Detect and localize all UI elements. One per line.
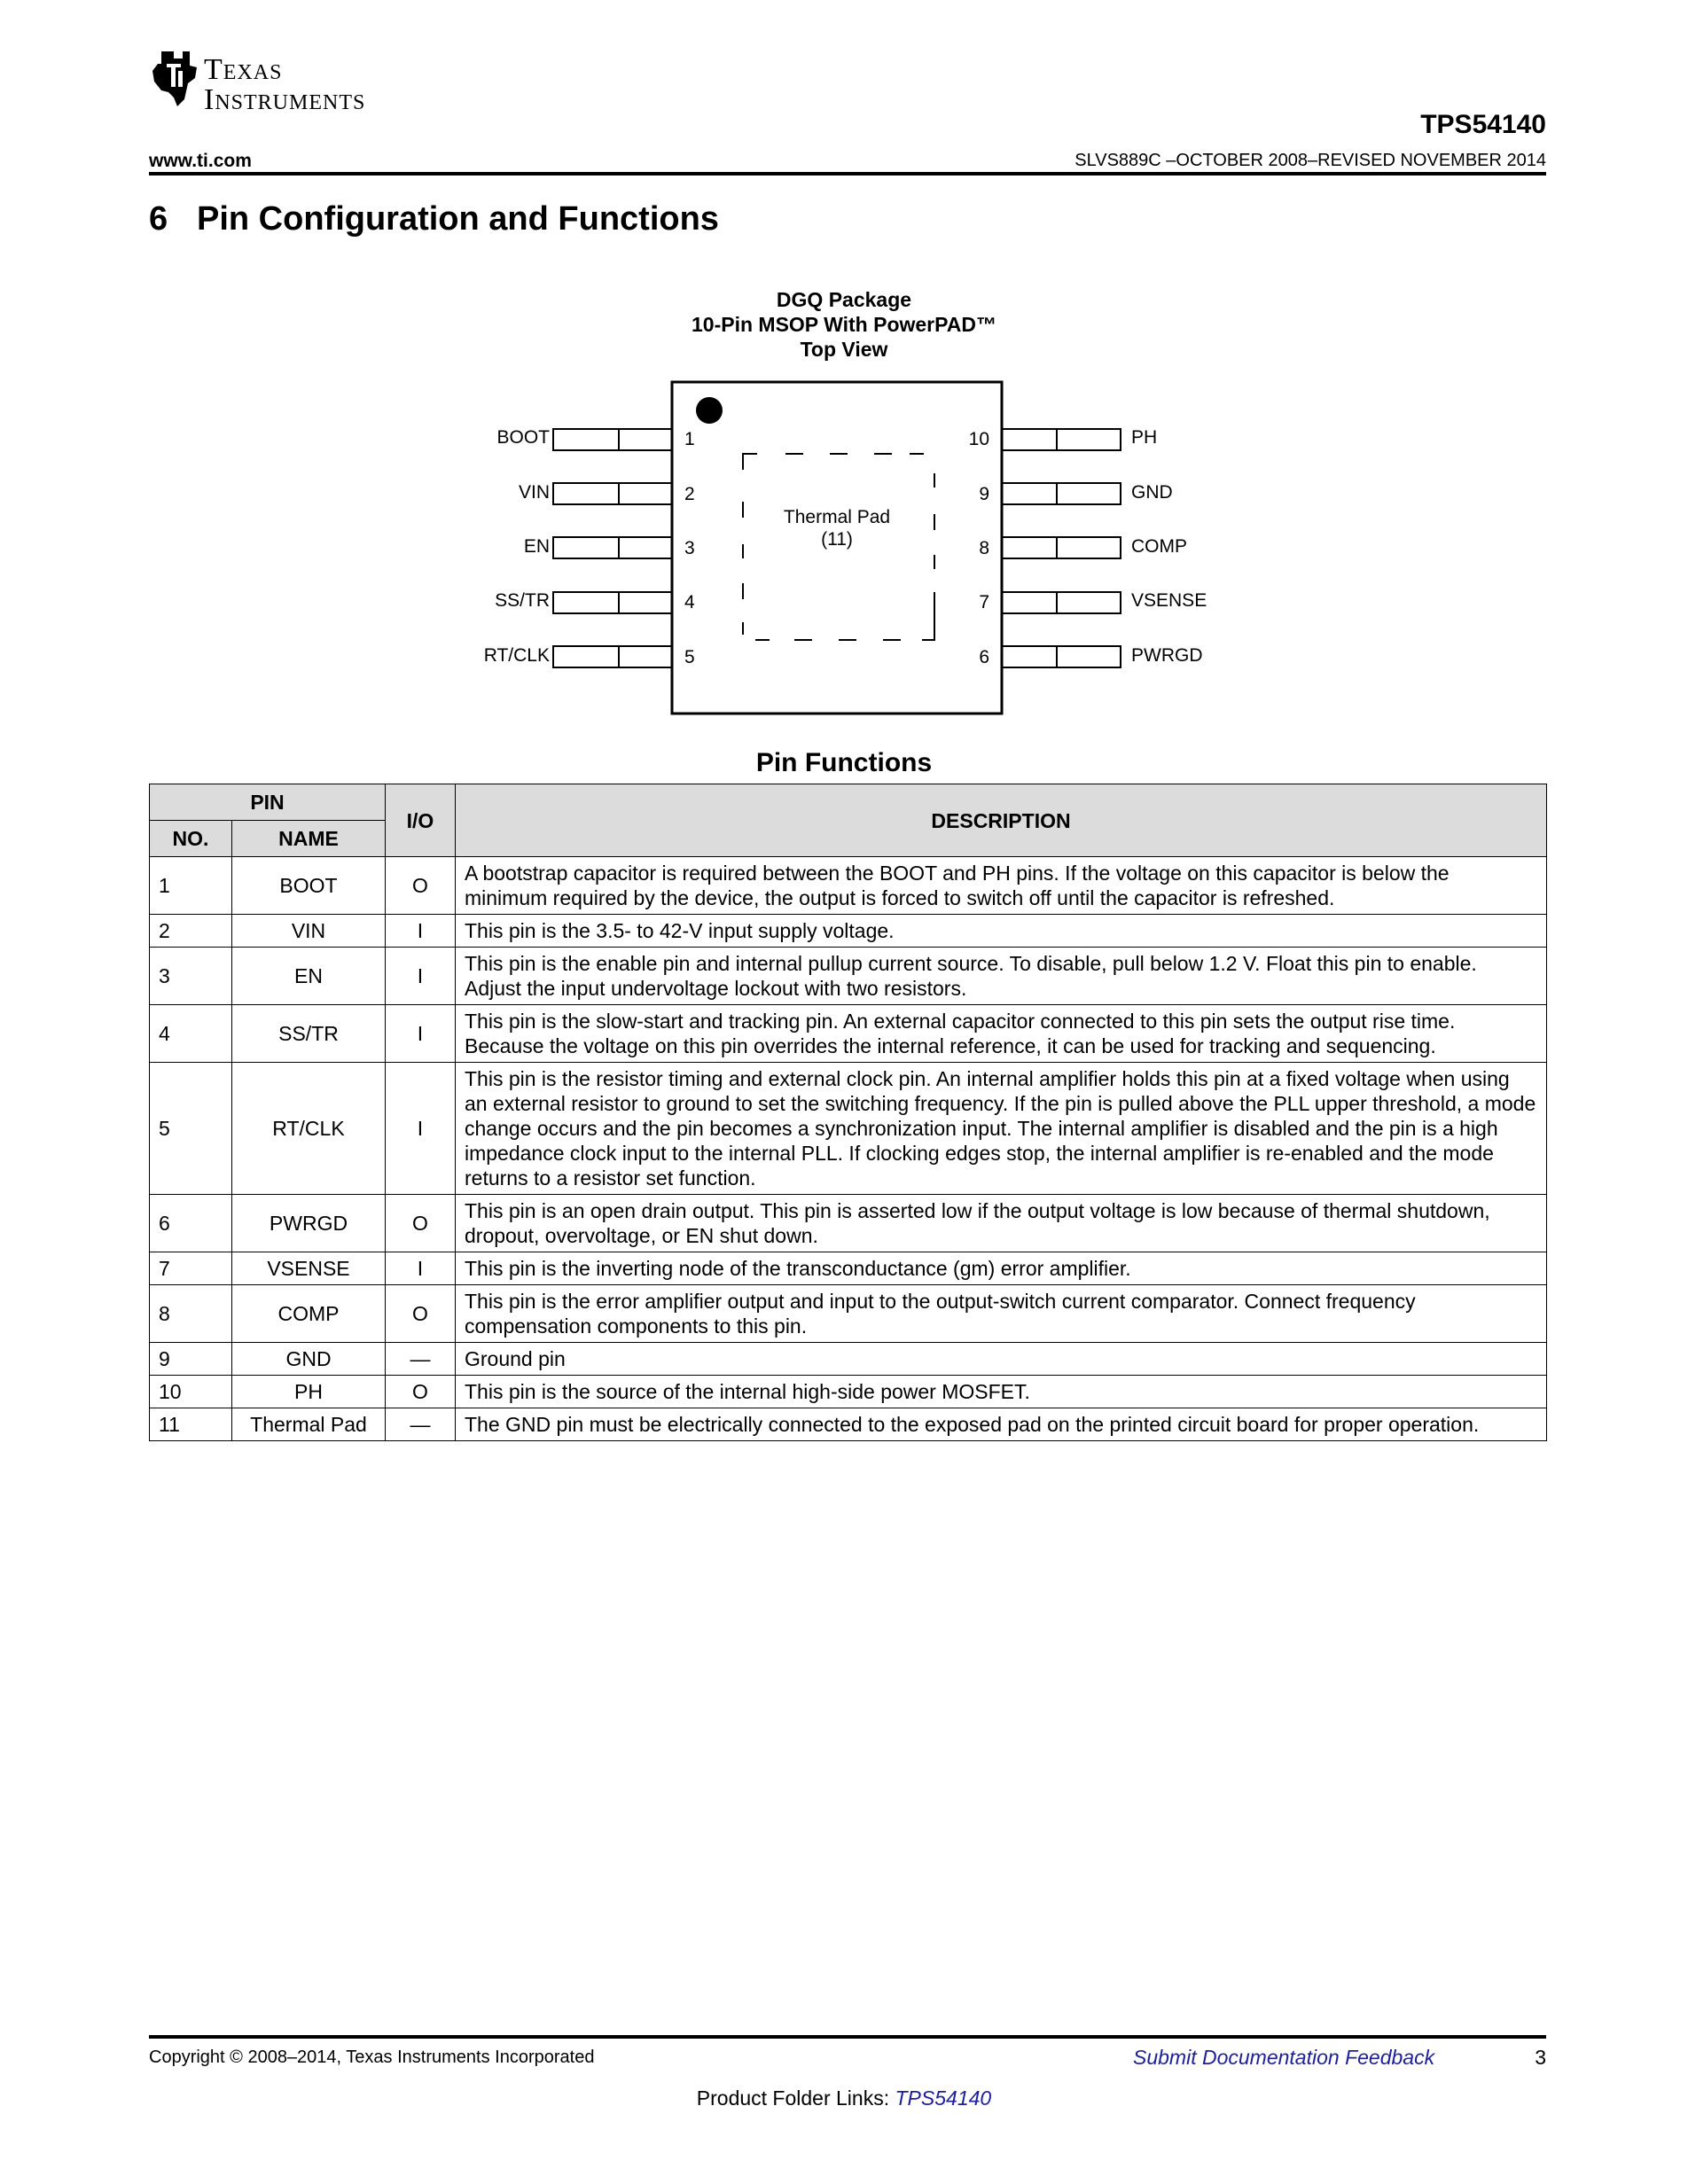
pin-number-6: 6 [979, 647, 989, 667]
thermal-pad-number: (11) [821, 529, 853, 550]
header-io: I/O [386, 784, 456, 857]
pin-description: Ground pin [456, 1343, 1547, 1376]
pin1-marker [696, 397, 723, 424]
footer-rule [149, 2035, 1546, 2039]
table-row [150, 857, 1547, 915]
pin-number-3: 3 [684, 538, 695, 558]
pin-name: RT/CLK [232, 1063, 386, 1195]
pin-functions-table [149, 784, 1547, 1441]
pin-description: This pin is the inverting node of the transconductance (gm) error amplifier. [456, 1252, 1547, 1285]
header-no: NO. [150, 821, 232, 857]
section-title [149, 200, 719, 238]
section-title-text: Pin Configuration and Functions [197, 200, 719, 238]
pin-no: 1 [150, 857, 232, 915]
table-row [150, 948, 1547, 1005]
copyright-text: Copyright © 2008–2014, Texas Instruments Incorporated [149, 2048, 595, 2067]
pin-no: 7 [150, 1252, 232, 1285]
table-row [150, 915, 1547, 948]
pin-name-boot: BOOT [496, 427, 550, 448]
thermal-pad-label: Thermal Pad [783, 507, 891, 527]
pin-description: This pin is the error amplifier output and input to the output-switch current comparator. Connect frequency compensation components to this pin. [456, 1285, 1547, 1343]
table-row [150, 1195, 1547, 1252]
pin-description: This pin is the enable pin and internal pullup current source. To disable, pull below 1.2 V. Float this pin to enable. Adjust the input undervoltage lockout with two resistors. [456, 948, 1547, 1005]
package-title-line1: DGQ Package [776, 288, 912, 311]
pin-name: Thermal Pad [232, 1408, 386, 1441]
section-number: 6 [149, 200, 168, 238]
table-row [150, 1343, 1547, 1376]
product-folder-label: Product Folder Links: [696, 2086, 895, 2110]
table-row [150, 1005, 1547, 1063]
product-folder-links [0, 2086, 1688, 2110]
pin-name-pwrgd: PWRGD [1131, 645, 1203, 666]
pin-name-en: EN [523, 536, 550, 557]
pin-number-9: 9 [979, 484, 989, 504]
table-row [150, 1376, 1547, 1408]
pin-io: O [386, 1285, 456, 1343]
pin-no: 10 [150, 1376, 232, 1408]
right-pin-8 [979, 536, 1187, 558]
document-revision: SLVS889C –OCTOBER 2008–REVISED NOVEMBER 2014 [1075, 151, 1546, 170]
pin-io: I [386, 915, 456, 948]
page-number: 3 [1535, 2046, 1546, 2069]
ti-logo-icon [149, 48, 202, 110]
pin-io: I [386, 948, 456, 1005]
table-row [150, 1285, 1547, 1343]
pin-number-5: 5 [684, 647, 695, 667]
pin-description: This pin is the 3.5- to 42-V input supply voltage. [456, 915, 1547, 948]
left-pin-4 [495, 590, 695, 613]
pin-functions-title: Pin Functions [755, 748, 933, 777]
pin-description: This pin is the slow-start and tracking pin. An external capacitor connected to this pin sets the output rise time. Because the voltage on this pin overrides the internal reference, it can be used for tracking and sequencing. [456, 1005, 1547, 1063]
pin-name: COMP [232, 1285, 386, 1343]
pin-io: — [386, 1408, 456, 1441]
pin-number-2: 2 [684, 484, 695, 504]
table-row [150, 1063, 1547, 1195]
pin-number-4: 4 [684, 592, 695, 612]
pin-no: 9 [150, 1343, 232, 1376]
left-pin-5 [484, 645, 695, 667]
pin-no: 4 [150, 1005, 232, 1063]
package-title [0, 287, 1688, 362]
pin-no: 6 [150, 1195, 232, 1252]
pin-number-8: 8 [979, 538, 989, 558]
pin-name-gnd: GND [1131, 482, 1173, 503]
ti-logo-line2: Instruments [204, 83, 366, 116]
pin-number-7: 7 [979, 592, 989, 612]
left-pin-2 [519, 482, 695, 504]
pin-io: O [386, 1376, 456, 1408]
pin-name-comp: COMP [1131, 536, 1187, 557]
pin-name: SS/TR [232, 1005, 386, 1063]
pin-no: 8 [150, 1285, 232, 1343]
site-url-link[interactable]: www.ti.com [149, 151, 252, 171]
package-title-line2: 10-Pin MSOP With PowerPAD™ [692, 313, 996, 336]
pin-name: PH [232, 1376, 386, 1408]
pin-no: 2 [150, 915, 232, 948]
table-row [150, 1252, 1547, 1285]
pin-io: I [386, 1252, 456, 1285]
pin-description: This pin is the resistor timing and external clock pin. An internal amplifier holds this pin at a fixed voltage when using an external resistor to ground to set the switching frequency. If the pin is pulled above the PLL upper threshold, a mode change occurs and the pin becomes a synchronization input. The internal amplifier is disabled and the pin is a high impedance clock input to the internal PLL. If clocking edges stop, the internal amplifier is re-enabled and the mode returns to a resistor set function. [456, 1063, 1547, 1195]
pin-name-vsense: VSENSE [1131, 590, 1207, 611]
pin-number-10: 10 [968, 429, 989, 449]
ti-logo [149, 48, 415, 115]
pin-description: The GND pin must be electrically connected to the exposed pad on the printed circuit board for proper operation. [456, 1408, 1547, 1441]
left-pin-3 [524, 536, 695, 558]
pin-no: 5 [150, 1063, 232, 1195]
pin-name: EN [232, 948, 386, 1005]
pin-name-ph: PH [1131, 427, 1158, 448]
pin-name: GND [232, 1343, 386, 1376]
submit-feedback-link[interactable]: Submit Documentation Feedback [1133, 2046, 1435, 2069]
left-pin-1 [496, 427, 694, 450]
ti-logo-line1: Texas [204, 53, 283, 86]
package-title-line3: Top View [800, 338, 888, 361]
header-pin: PIN [150, 784, 386, 821]
pin-io: I [386, 1063, 456, 1195]
right-pin-7 [979, 590, 1207, 613]
pin-description: This pin is the source of the internal high-side power MOSFET. [456, 1376, 1547, 1408]
pin-io: — [386, 1343, 456, 1376]
pin-name: VIN [232, 915, 386, 948]
pin-io: O [386, 857, 456, 915]
header-description: DESCRIPTION [456, 784, 1547, 857]
pin-name: VSENSE [232, 1252, 386, 1285]
pin-io: O [386, 1195, 456, 1252]
pin-io: I [386, 1005, 456, 1063]
header-name: NAME [232, 821, 386, 857]
pin-name-vin: VIN [518, 482, 550, 503]
pin-no: 3 [150, 948, 232, 1005]
header-rule [149, 172, 1546, 176]
table-row [150, 1408, 1547, 1441]
part-number: TPS54140 [1420, 110, 1546, 139]
pin-description: This pin is an open drain output. This pin is asserted low if the output voltage is low because of thermal shutdown, dropout, overvoltage, or EN shut down. [456, 1195, 1547, 1252]
pin-name-sstr: SS/TR [495, 590, 550, 611]
right-pin-10 [969, 427, 1158, 450]
product-folder-link[interactable]: TPS54140 [895, 2086, 992, 2110]
pin-no: 11 [150, 1408, 232, 1441]
right-pin-9 [979, 482, 1172, 504]
right-pin-6 [979, 645, 1202, 667]
pin-name-rtclk: RT/CLK [483, 645, 550, 666]
ti-logo-text [204, 55, 365, 115]
pin-name: BOOT [232, 857, 386, 915]
pin-name: PWRGD [232, 1195, 386, 1252]
pin-number-1: 1 [684, 429, 695, 449]
pin-description: A bootstrap capacitor is required between the BOOT and PH pins. If the voltage on this capacitor is below the minimum required by the device, the output is forced to switch off until the capacitor is refreshed. [456, 857, 1547, 915]
package-diagram [461, 372, 1241, 727]
